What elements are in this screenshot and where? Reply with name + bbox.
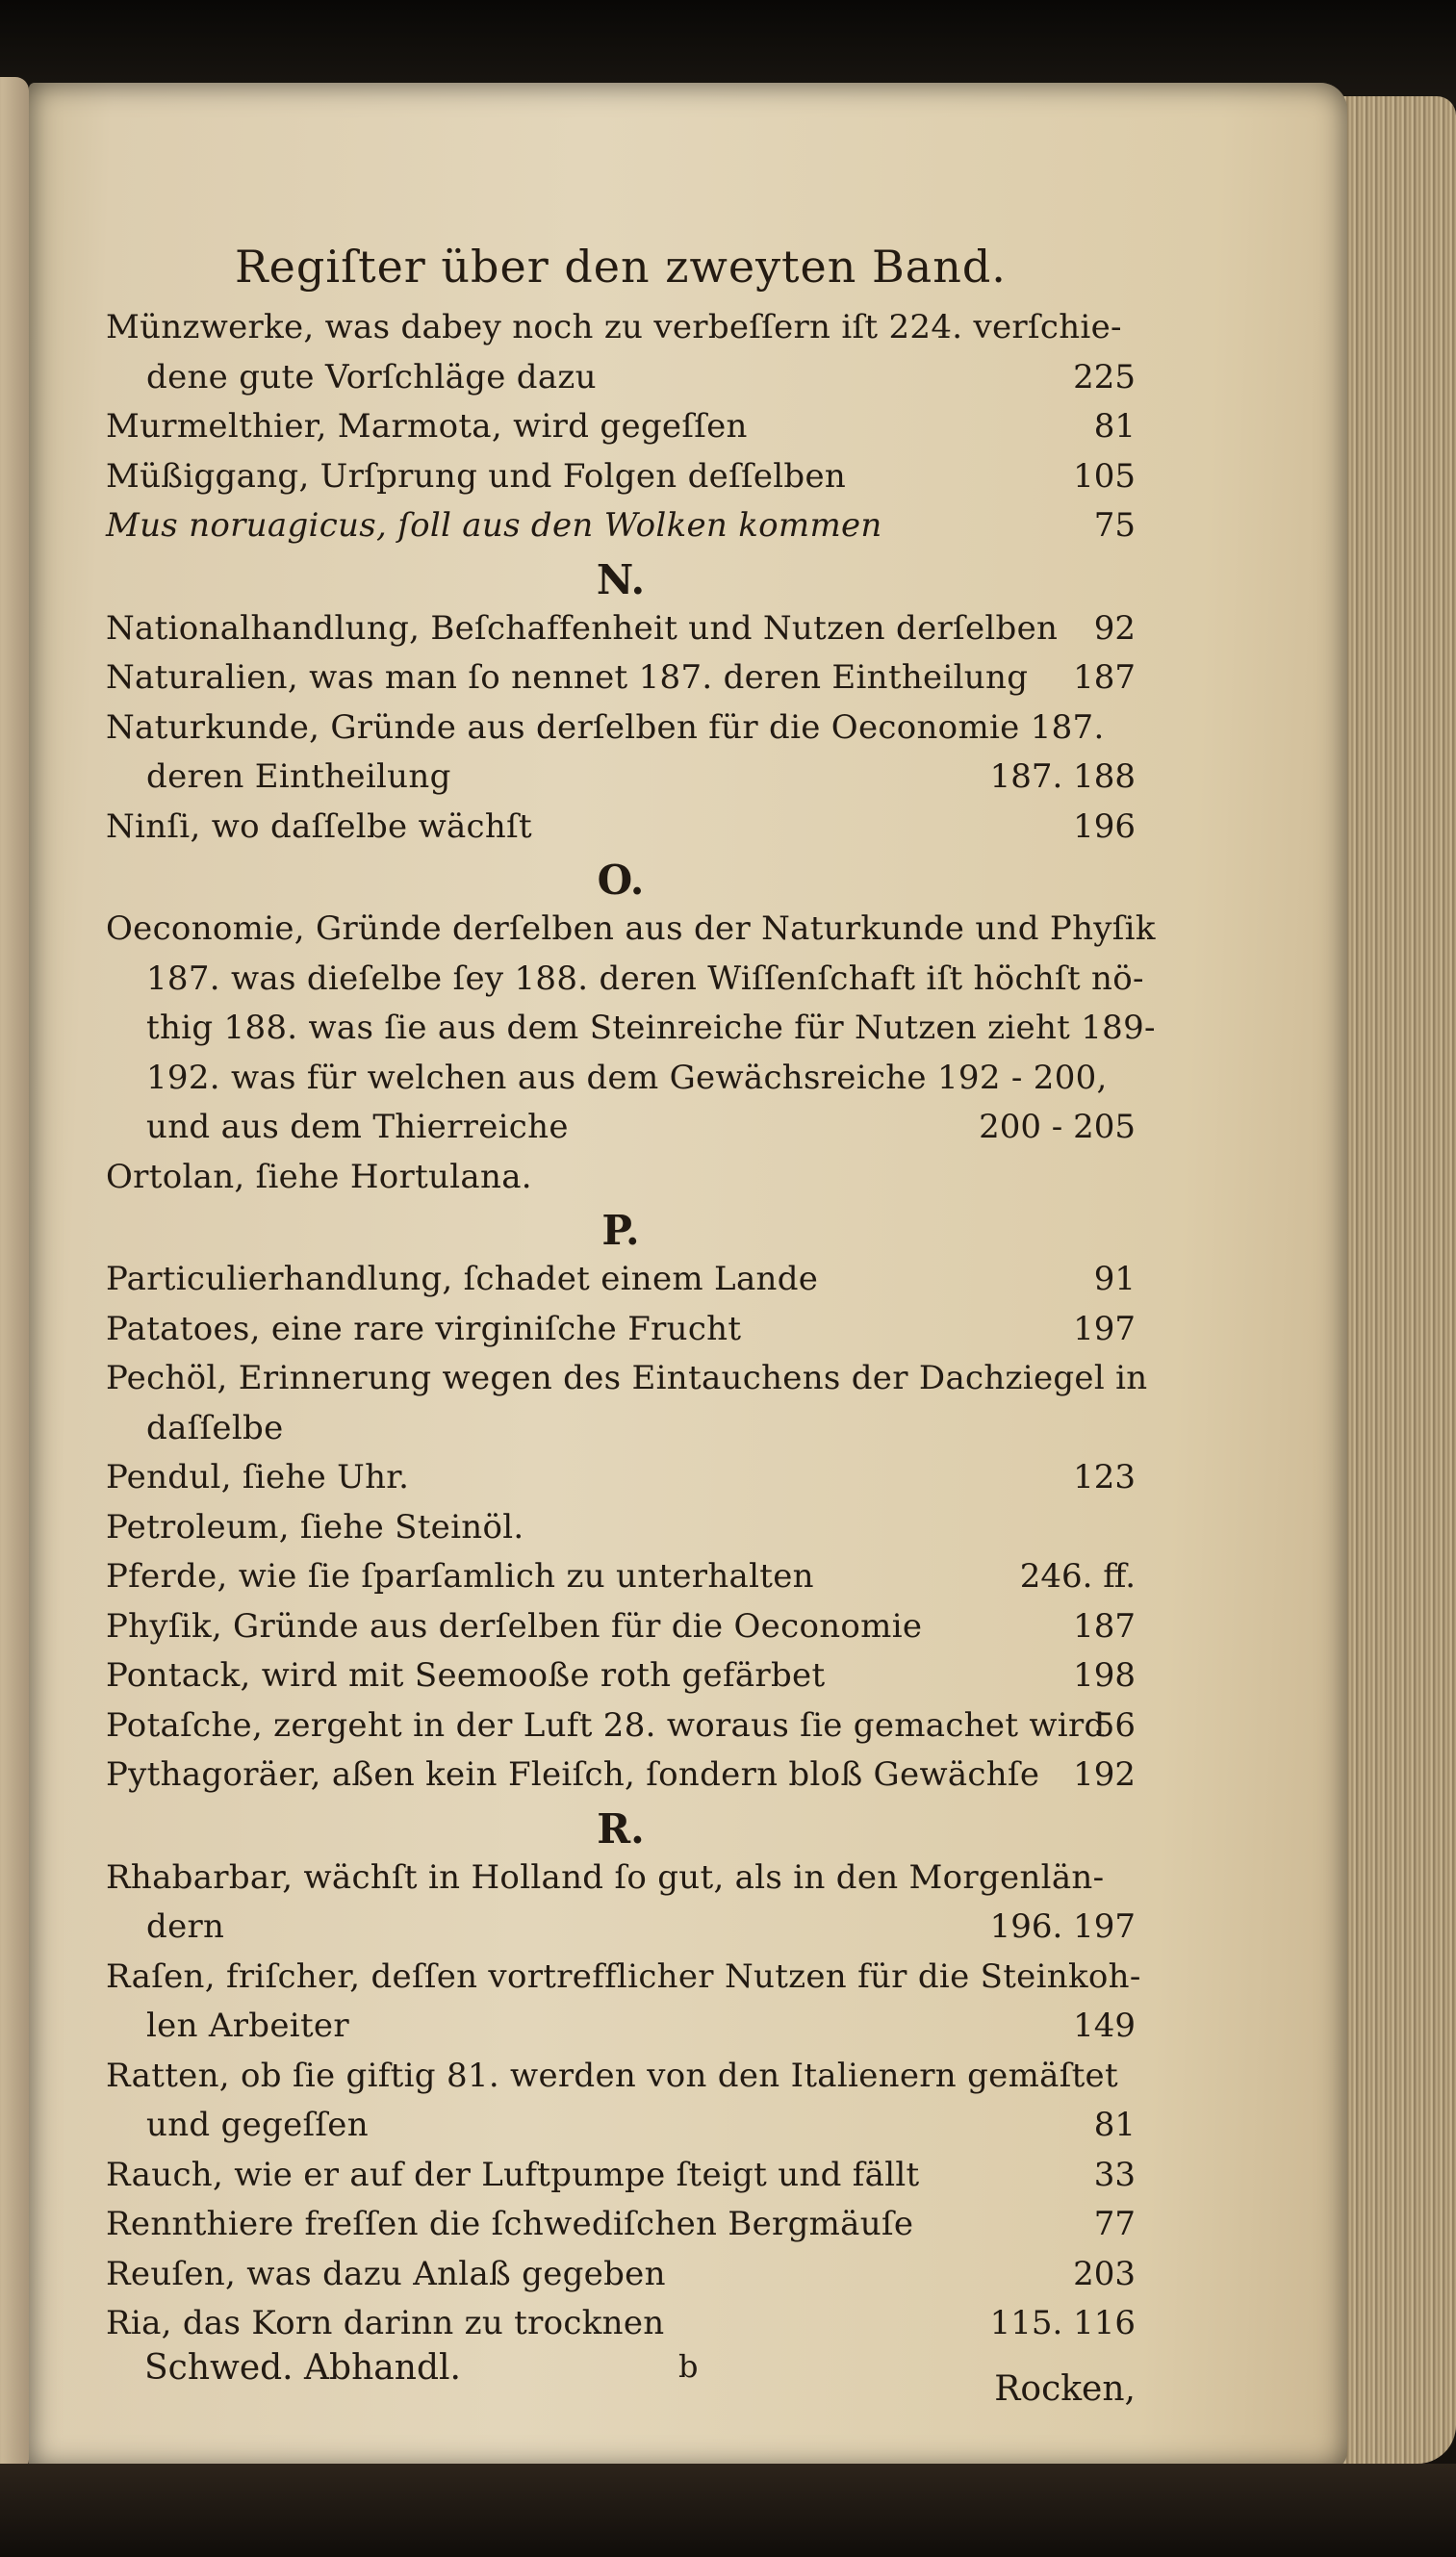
entry-page-number: 33 xyxy=(1093,2155,1136,2194)
entry-text: und gegeſſen xyxy=(146,2106,369,2144)
entry-text: dene gute Vorſchläge dazu xyxy=(146,357,597,396)
photo-background-bottom xyxy=(0,2464,1456,2557)
entry-page-number: 187 xyxy=(1073,658,1136,697)
entry-page-number: 197 xyxy=(1073,1309,1136,1348)
entry-page-number: 187 xyxy=(1073,1606,1136,1646)
register-entry xyxy=(106,658,1136,706)
entry-page-number: 246. ff. xyxy=(1019,1557,1136,1596)
entry-page-number: 225 xyxy=(1073,357,1136,396)
entry-text: Phyſik, Gründe aus derſelben für die Oeconomie xyxy=(106,1606,923,1646)
entry-text: Ria, das Korn darinn zu trocknen xyxy=(106,2304,665,2342)
entry-text: daſſelbe xyxy=(146,1408,284,1447)
register-entry xyxy=(106,708,1136,756)
entry-text: Nationalhandlung, Beſchaffenheit und Nutzen derſelben xyxy=(106,608,1059,648)
register-entry xyxy=(106,1557,1136,1605)
entry-page-number: 196. 197 xyxy=(989,1907,1136,1946)
signature-mark: b xyxy=(678,2347,699,2385)
entry-page-number: 77 xyxy=(1093,2205,1136,2243)
entry-text: Ortolan, ſiehe Hortulana. xyxy=(106,1157,532,1196)
entry-page-number: 203 xyxy=(1073,2254,1136,2293)
entry-page-number: 187. 188 xyxy=(989,757,1136,796)
entry-page-number: 92 xyxy=(1093,608,1136,648)
entry-page-number: 149 xyxy=(1073,2007,1136,2045)
entry-text: Pechöl, Erinnerung wegen des Eintauchens der Dachziegel in xyxy=(106,1359,1148,1397)
entry-text: dern xyxy=(146,1907,225,1946)
entry-text: Pontack, wird mit Seemooße roth gefärbet xyxy=(106,1656,826,1695)
register-entry xyxy=(106,1607,1136,1655)
entry-continuation xyxy=(106,757,1136,805)
entry-page-number: 192 xyxy=(1073,1755,1136,1794)
entry-page-number: 105 xyxy=(1073,456,1136,496)
entry-page-number: 91 xyxy=(1093,1260,1136,1298)
entry-continuation xyxy=(106,1108,1136,1156)
entry-text: deren Eintheilung xyxy=(146,757,451,796)
register-entry xyxy=(106,1260,1136,1308)
entry-text: thig 188. was ſie aus dem Steinreiche für Nutzen zieht 189- xyxy=(146,1009,1156,1047)
entry-text: Naturkunde, Gründe aus derſelben für die Oeconomie 187. xyxy=(106,707,1105,747)
entry-continuation xyxy=(106,2106,1136,2154)
register-entry xyxy=(106,407,1136,455)
entry-text: Pendul, ſiehe Uhr. xyxy=(106,1458,410,1496)
register-entry xyxy=(106,2156,1136,2204)
entry-text: Rennthiere freſſen die ſchwediſchen Bergmäuſe xyxy=(106,2205,914,2243)
entry-text: Rhabarbar, wächſt in Holland ſo gut, als in den Morgenlän- xyxy=(106,1857,1105,1897)
register-page-content xyxy=(106,241,1156,2409)
entry-text: Patatoes, eine rare virginiſche Frucht xyxy=(106,1309,742,1348)
entry-continuation xyxy=(106,1059,1136,1107)
entry-text: len Arbeiter xyxy=(146,2007,349,2045)
entry-text: 187. was dieſelbe ſey 188. deren Wiſſenſchaft iſt höchſt nö- xyxy=(146,959,1144,998)
previous-page-edge xyxy=(0,77,29,2473)
entry-continuation xyxy=(106,1009,1156,1057)
entry-page-number: 198 xyxy=(1073,1656,1136,1695)
section-letter: O. xyxy=(597,857,645,904)
entry-text: Pferde, wie ſie ſparſamlich zu unterhalten xyxy=(106,1557,814,1596)
entry-text: Reuſen, was dazu Anlaß gegeben xyxy=(106,2254,666,2293)
register-entry xyxy=(106,2205,1136,2253)
register-entry xyxy=(106,2255,1136,2303)
entry-text: Ratten, ob ſie giftig 81. werden von den Italienern gemäſtet xyxy=(106,2056,1118,2095)
register-entry xyxy=(106,506,1136,554)
section-letter: P. xyxy=(601,1207,640,1254)
entry-page-number: 115. 116 xyxy=(989,2304,1136,2342)
entry-text: Rauch, wie er auf der Luftpumpe ſteigt und fällt xyxy=(106,2155,920,2194)
register-entry xyxy=(106,1310,1136,1358)
entry-continuation xyxy=(106,358,1136,406)
signature-line: Schwed. Abhandl. xyxy=(144,2347,461,2388)
entry-text: Particulierhandlung, ſchadet einem Lande xyxy=(106,1260,819,1298)
register-entry xyxy=(106,2057,1136,2105)
entry-continuation xyxy=(106,1907,1136,1956)
entry-text: Murmelthier, Marmota, wird gegeſſen xyxy=(106,407,748,446)
entry-page-number: 56 xyxy=(1093,1705,1136,1745)
entry-text: Naturalien, was man ſo nennet 187. deren Eintheilung xyxy=(106,658,1029,697)
register-entry xyxy=(106,1656,1136,1704)
entry-page-number: 123 xyxy=(1073,1458,1136,1496)
entry-continuation xyxy=(106,1409,1136,1457)
register-entry xyxy=(106,807,1136,856)
entry-text: Mus noruagicus, ſoll aus den Wolken kommen xyxy=(106,506,882,545)
entry-page-number: 196 xyxy=(1073,806,1136,846)
catchword: Rocken, xyxy=(994,2368,1136,2409)
register-entry xyxy=(106,1158,1136,1206)
section-letter: R. xyxy=(597,1804,645,1853)
entry-text: Potaſche, zergeht in der Luft 28. woraus ſie gemachet wird xyxy=(106,1705,1106,1745)
entry-page-number: 81 xyxy=(1093,407,1136,446)
entry-text: Ninſi, wo daſſelbe wächſt xyxy=(106,806,532,846)
register-entry xyxy=(106,1359,1148,1407)
entry-text: Raſen, friſcher, deſſen vortrefflicher Nutzen für die Steinkoh- xyxy=(106,1956,1141,1996)
section-letter: N. xyxy=(596,555,646,603)
register-entry xyxy=(106,1458,1136,1506)
register-entry xyxy=(106,1755,1136,1803)
entry-continuation xyxy=(106,959,1144,1008)
entry-text: Petroleum, ſiehe Steinöl. xyxy=(106,1507,524,1547)
register-entry xyxy=(106,909,1156,958)
entry-text: Müßiggang, Urſprung und Folgen deſſelben xyxy=(106,456,847,496)
entry-text: Münzwerke, was dabey noch zu verbeſſern iſt 224. verſchie- xyxy=(106,308,1122,346)
entry-text: Oeconomie, Gründe derſelben aus der Naturkunde und Phyſik xyxy=(106,909,1156,948)
register-entry xyxy=(106,609,1136,657)
page-title: Regiſter über den zweyten Band. xyxy=(235,241,1007,293)
entry-text: Pythagoräer, aßen kein Fleiſch, ſondern bloß Gewächſe xyxy=(106,1755,1040,1794)
register-entry xyxy=(106,457,1136,505)
page-footer xyxy=(106,2347,1136,2409)
register-entry xyxy=(106,1706,1136,1754)
entry-page-number: 81 xyxy=(1093,2106,1136,2144)
entry-page-number: 75 xyxy=(1093,506,1136,545)
register-entry xyxy=(106,1858,1136,1906)
entry-text: und aus dem Thierreiche xyxy=(146,1108,569,1146)
register-entry xyxy=(106,1956,1141,2006)
register-entry xyxy=(106,1508,1136,1556)
register-entry xyxy=(106,308,1136,356)
entry-text: 192. was für welchen aus dem Gewächsreiche 192 - 200, xyxy=(146,1058,1108,1097)
entry-continuation xyxy=(106,2007,1136,2055)
entry-page-number: 200 - 205 xyxy=(979,1108,1136,1146)
register-entry xyxy=(106,2304,1136,2352)
